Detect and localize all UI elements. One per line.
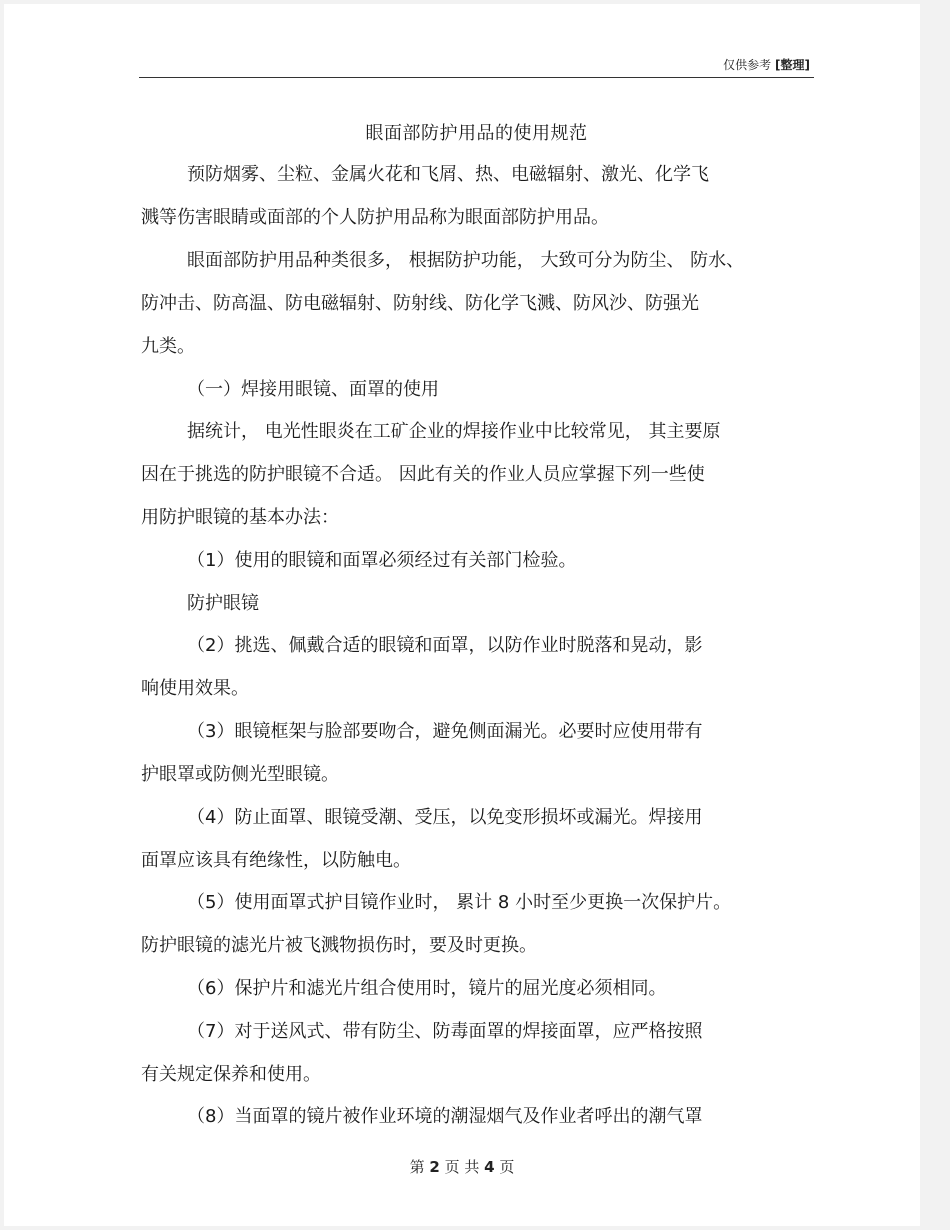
header-note-tag: [整理] [775, 58, 810, 72]
paragraph-line: 防护眼镜的滤光片被飞溅物损伤时，要及时更换。 [141, 935, 537, 956]
paragraph-line: 用防护眼镜的基本办法： [141, 507, 339, 528]
paragraph-line: 眼面部防护用品种类很多， 根据防护功能， 大致可分为防尘、 防水、 [187, 250, 745, 271]
page-number-prefix: 第 [409, 1158, 425, 1176]
list-item: （7）对于送风式、带有防尘、防毒面罩的焊接面罩，应严格按照 [187, 1021, 703, 1042]
paragraph-line: 预防烟雾、尘粒、金属火花和飞屑、热、电磁辐射、激光、化学飞 [187, 164, 709, 185]
paragraph-line: 面罩应该具有绝缘性，以防触电。 [141, 850, 411, 871]
page-number-suffix: 页 [499, 1158, 515, 1176]
header-note [723, 56, 810, 73]
list-item: （1）使用的眼镜和面罩必须经过有关部门检验。 [187, 550, 577, 571]
paragraph-line: 九类。 [141, 336, 195, 357]
page-number [4, 1156, 920, 1177]
page-number-middle: 页 共 [444, 1158, 480, 1176]
subheading: 防护眼镜 [187, 593, 259, 614]
list-item: （2）挑选、佩戴合适的眼镜和面罩，以防作业时脱落和晃动，影 [187, 635, 703, 656]
header-note-text: 仅供参考 [723, 58, 772, 72]
paragraph-line: 防冲击、防高温、防电磁辐射、防射线、防化学飞溅、防风沙、防强光 [141, 293, 699, 314]
paragraph-line: 响使用效果。 [141, 678, 249, 699]
document-page [4, 4, 920, 1226]
header-divider [139, 77, 814, 78]
document-title: 眼面部防护用品的使用规范 [365, 123, 588, 144]
list-item: （5）使用面罩式护目镜作业时， 累计 8 小时至少更换一次保护片。 [187, 892, 732, 913]
paragraph-line: 因在于挑选的防护眼镜不合适。 因此有关的作业人员应掌握下列一些使 [141, 464, 705, 485]
list-item: （3）眼镜框架与脸部要吻合，避免侧面漏光。必要时应使用带有 [187, 721, 703, 742]
list-item: （8）当面罩的镜片被作业环境的潮湿烟气及作业者呼出的潮气罩 [187, 1106, 703, 1127]
list-item: （6）保护片和滤光片组合使用时，镜片的屈光度必须相同。 [187, 978, 667, 999]
paragraph-line: 有关规定保养和使用。 [141, 1064, 321, 1085]
list-item: （4）防止面罩、眼镜受潮、受压，以免变形损坏或漏光。焊接用 [187, 807, 703, 828]
paragraph-line: 据统计， 电光性眼炎在工矿企业的焊接作业中比较常见， 其主要原 [187, 421, 721, 442]
section-heading: （一）焊接用眼镜、面罩的使用 [187, 379, 439, 400]
paragraph-line: 护眼罩或防侧光型眼镜。 [141, 764, 339, 785]
page-number-current: 2 [429, 1158, 440, 1176]
page-number-total: 4 [484, 1158, 495, 1176]
paragraph-line: 溅等伤害眼睛或面部的个人防护用品称为眼面部防护用品。 [141, 207, 609, 228]
